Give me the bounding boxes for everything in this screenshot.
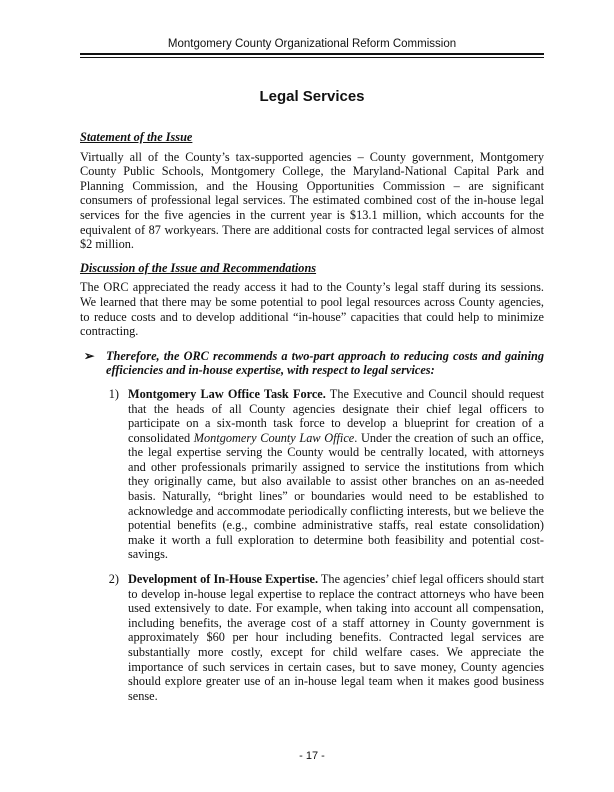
discussion-paragraph: The ORC appreciated the ready access it had to the County’s legal staff during its sessions. We learned that there may be some potential to pool legal resources across County agencies, to reduce costs and to develop additional “in-house” capacities that could help to minimize contracting. [80, 280, 544, 339]
list-item-italic: Montgomery County Law Office [193, 430, 355, 445]
document-body [80, 130, 544, 713]
recommendation-text: Therefore, the ORC recommends a two-part approach to reducing costs and gaining efficiencies and in-house expertise, with respect to legal services: [106, 348, 544, 378]
list-item-title: Development of In-House Expertise. [128, 572, 319, 587]
arrow-bullet-icon: ➢ [84, 348, 95, 363]
list-item-number: 2) [108, 572, 119, 587]
list-item-body [128, 387, 544, 562]
list-item [80, 572, 544, 703]
page-number: - 17 - [299, 750, 325, 762]
list-item [80, 387, 544, 562]
statement-paragraph: Virtually all of the County’s tax-supported agencies – County government, Montgomery County Public Schools, Montgomery College, the Maryland-National Capital Park and Planning Commission, and the Housing Opportunities Commission – are significant consumers of professional legal services. The estimated combined cost of the in-house legal services for the five agencies in the current year is $13.1 million, which accounts for the equivalent of 87 workyears. There are additional costs for contracted legal services of almost $2 million. [80, 149, 544, 252]
recommendation-bullet [80, 349, 544, 378]
list-item-body [128, 572, 544, 703]
discussion-heading: Discussion of the Issue and Recommendations [80, 260, 317, 275]
list-item-text: The agencies’ chief legal officers should start to develop in-house legal expertise to replace the contract attorneys who have been used extensively to date. For example, when taking into account all compensation, including benefits, the average cost of a staff attorney in County government is approximately $60 per hour including benefits. Contracted legal services are substantially more costly, except for child welfare cases. We appreciate the importance of such services in certain cases, but to save money, County agencies should explore greater use of an in-house legal team when it makes good business sense. [128, 572, 545, 703]
list-item-text-cont: . Under the creation of such an office, the legal expertise serving the County would be centrally located, with attorneys and other professionals primarily assigned to service the institutions from which they originally came, but also available to assist other branches on an as-needed basis. Naturally, “bright lines” or boundaries would need to be established to acknowledge and accommodate periodically conflicting interests, but we believe the potential benefits (e.g., combine administrative staffs, real estate consolidation) make it worth a full exploration to determine both feasibility and potential cost-savings. [128, 430, 544, 562]
list-item-text: The Executive and Council should request that the heads of all County agencies designate their chief legal officers to participate on a six-month task force to develop a blueprint for creation of a consolidated [128, 386, 544, 445]
statement-heading: Statement of the Issue [80, 130, 193, 144]
running-header: Montgomery County Organizational Reform Commission [167, 38, 457, 50]
page-title: Legal Services [259, 88, 365, 105]
list-item-number: 1) [108, 386, 119, 401]
header-rule-thin [80, 57, 544, 58]
header-rule-thick [80, 53, 544, 55]
recommendation-list [80, 387, 544, 703]
list-item-title: Montgomery Law Office Task Force. [128, 386, 326, 401]
